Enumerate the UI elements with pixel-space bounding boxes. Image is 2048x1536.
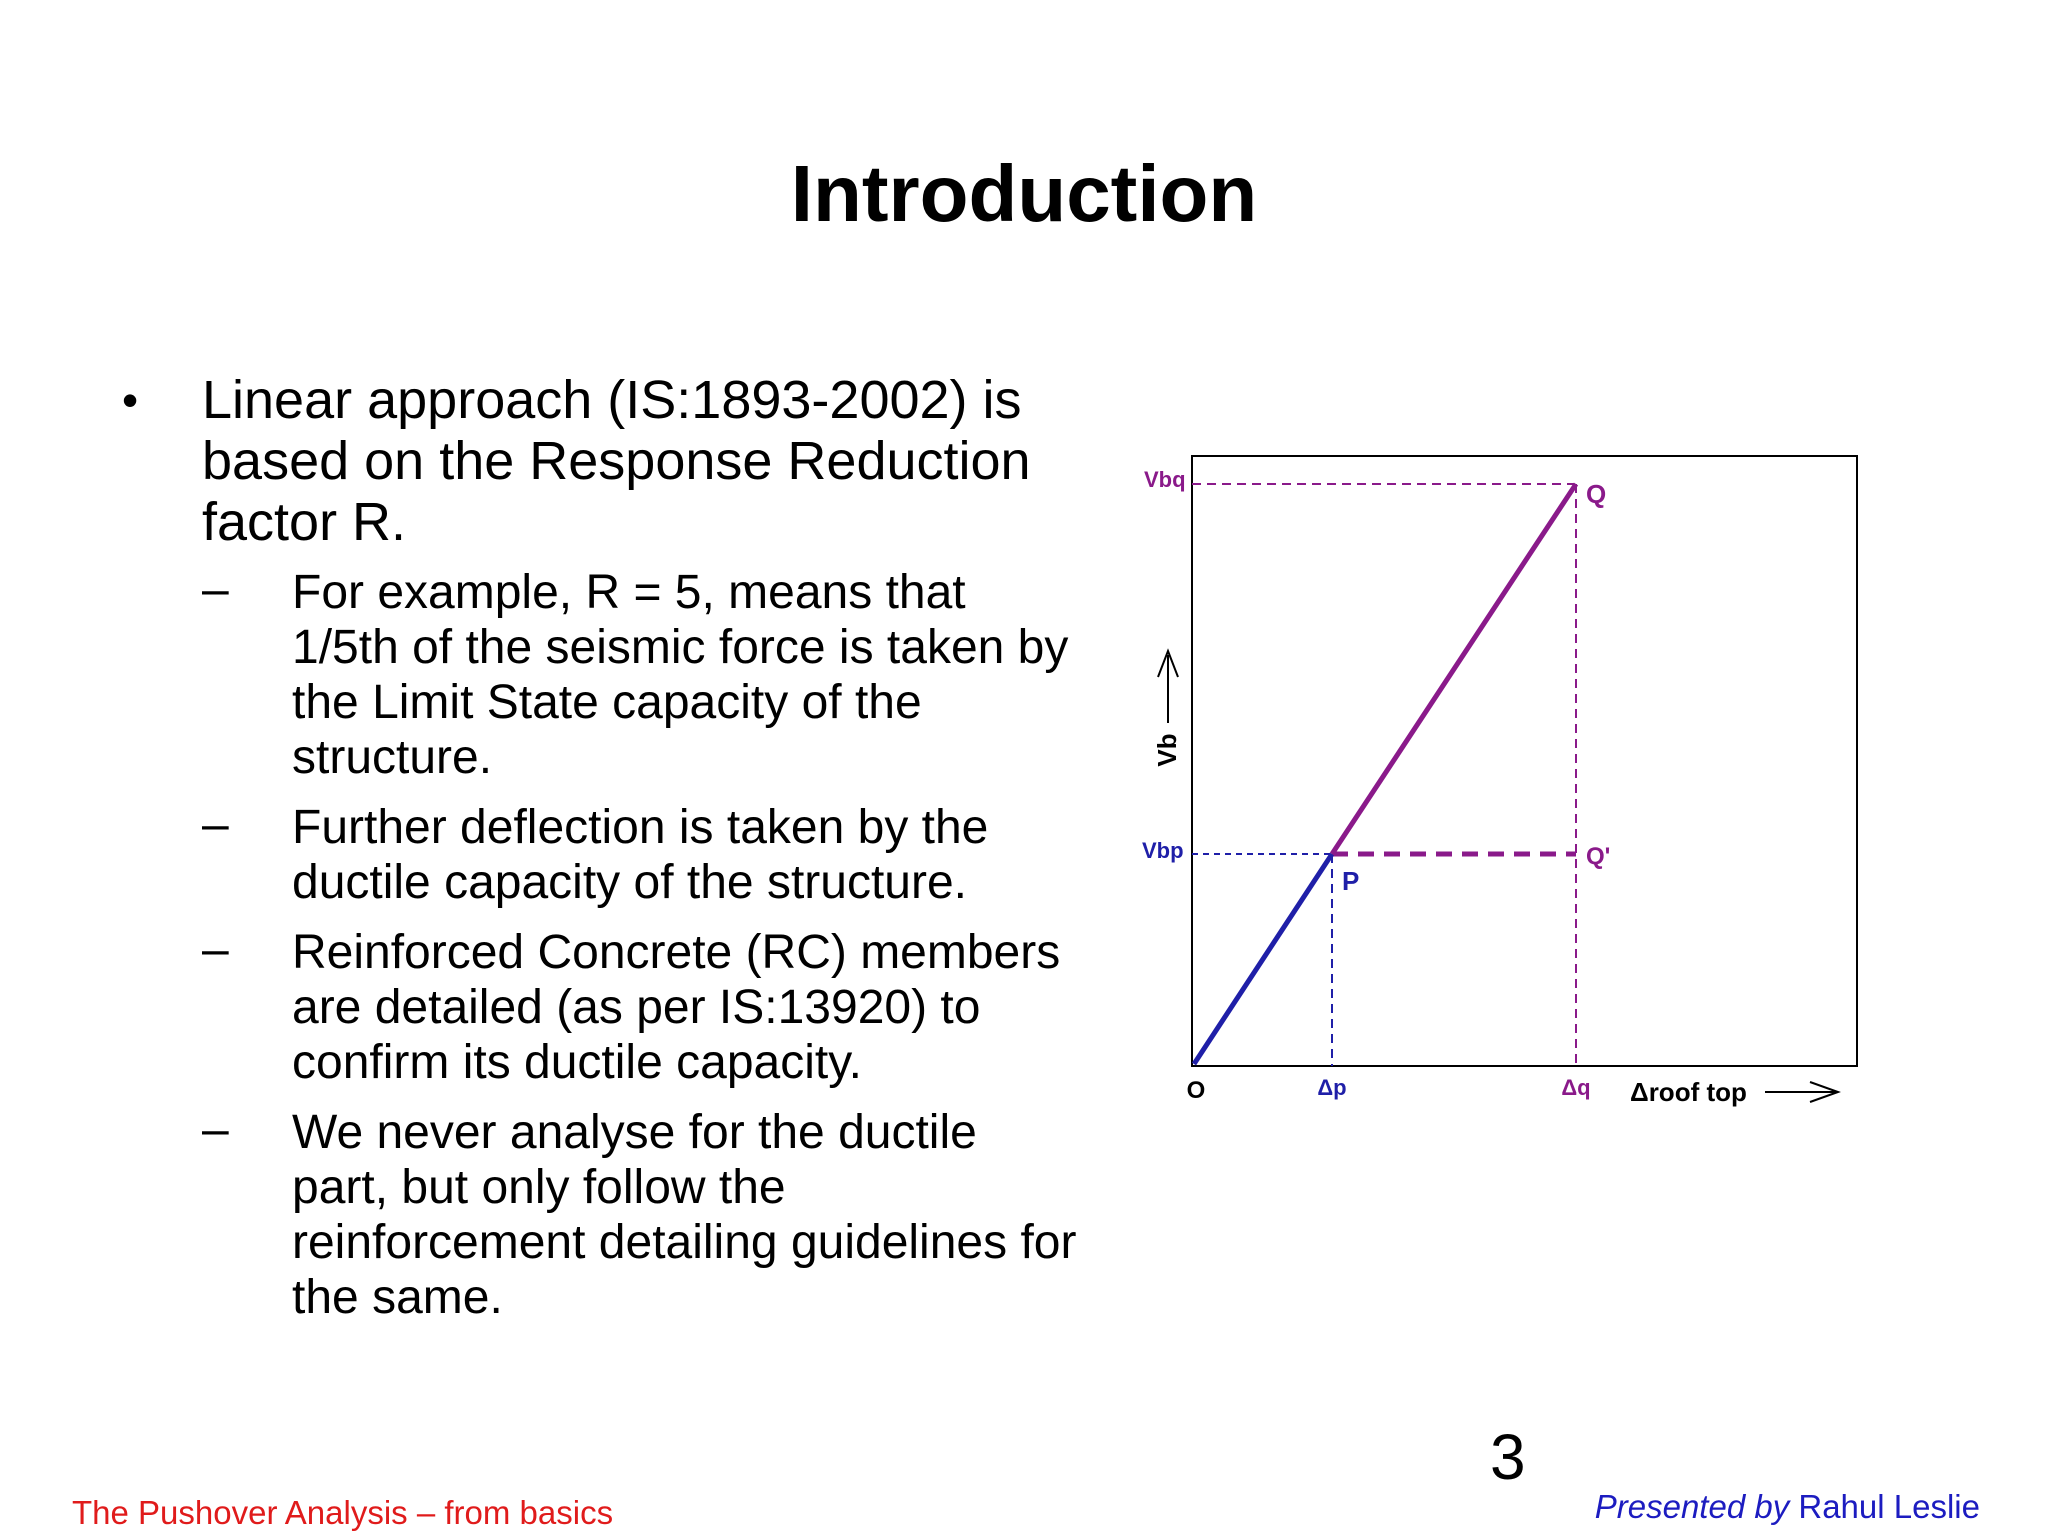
sub-bullet-item — [202, 800, 1078, 910]
q-prime-point-label: Q' — [1586, 843, 1611, 870]
sub-bullet-item — [202, 1105, 1078, 1325]
vbq-label: Vbq — [1144, 467, 1186, 492]
sub-bullet-item — [202, 565, 1078, 785]
sub-bullet-list — [118, 565, 1078, 1325]
delta-p-label: Δp — [1317, 1075, 1347, 1100]
bullet-item — [118, 370, 1078, 553]
vbp-label: Vbp — [1142, 838, 1184, 863]
sub-bullet-text: We never analyse for the ductile part, but only follow the reinforcement detailing guidelines for the same. — [292, 1106, 1077, 1324]
footer-credit — [1595, 1488, 1980, 1526]
dash-marker: – — [202, 563, 229, 616]
x-axis-label: Δroof top — [1630, 1077, 1747, 1107]
q-point-label: Q — [1586, 479, 1607, 509]
footer-title: The Pushover Analysis – from basics — [72, 1494, 614, 1531]
origin-label: O — [1186, 1077, 1206, 1104]
sub-bullet-text: For example, R = 5, means that 1/5th of the seismic force is taken by the Limit State capacity of the structure. — [292, 566, 1069, 784]
dash-marker: – — [202, 923, 229, 976]
dash-marker: – — [202, 1103, 229, 1156]
sub-bullet-text: Further deflection is taken by the ductile capacity of the structure. — [292, 801, 989, 909]
plot-frame — [1192, 456, 1857, 1066]
x-axis-label-group — [1630, 1077, 1838, 1107]
author-name: Rahul Leslie — [1798, 1488, 1980, 1525]
dash-marker: – — [202, 798, 229, 851]
delta-q-label: Δq — [1561, 1075, 1591, 1100]
page-number: 3 — [1490, 1421, 1526, 1493]
p-point-label: P — [1342, 866, 1360, 896]
presented-by-label: Presented by — [1594, 1488, 1790, 1525]
y-axis-label: Vb — [1152, 733, 1182, 767]
pushover-diagram — [1120, 440, 1900, 1160]
bullet-text: Linear approach (IS:1893-2002) is based on the Response Reduction factor R. — [202, 370, 1031, 552]
y-axis-label-group — [1152, 651, 1182, 767]
sub-bullet-text: Reinforced Concrete (RC) members are detailed (as per IS:13920) to confirm its ductile capacity. — [292, 926, 1061, 1089]
bullet-marker: • — [122, 374, 139, 426]
slide-title: Introduction — [790, 149, 1258, 238]
bullet-list — [118, 370, 1078, 1340]
sub-bullet-item — [202, 925, 1078, 1090]
